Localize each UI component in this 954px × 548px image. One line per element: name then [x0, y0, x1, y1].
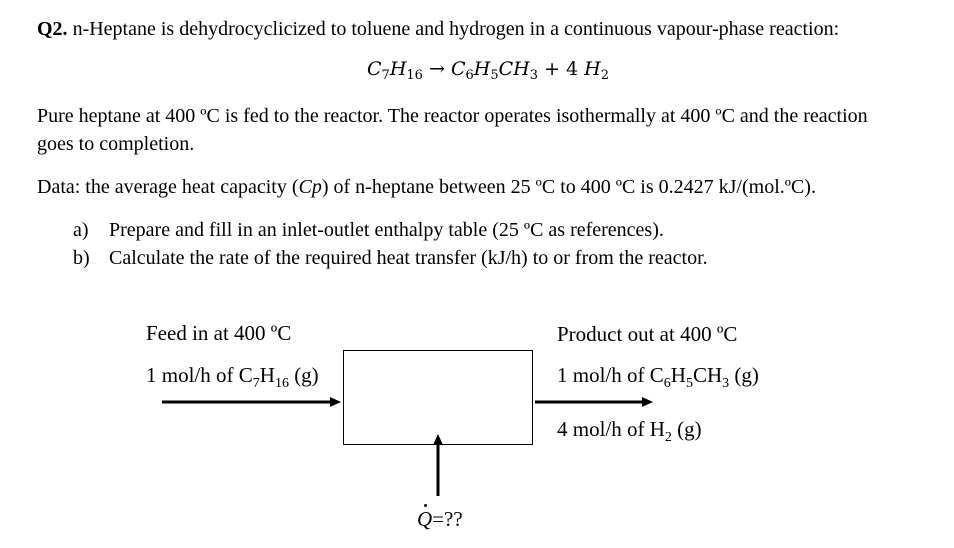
- product-flow1-phase: (g): [729, 363, 759, 387]
- product-flow2-prefix: 4 mol/h of H: [557, 417, 665, 441]
- question-intro: n-Heptane is dehydrocyclicized to toluene and hydrogen in a continuous vapour-phase reaction:: [67, 18, 840, 40]
- product-flow1-sub2: 5: [685, 376, 693, 391]
- product-arrowhead: [642, 397, 653, 407]
- product-label: Product out at 400 ºC: [557, 322, 738, 346]
- paragraph-line-1: Pure heptane at 400 ºC is fed to the reactor. The reactor operates isothermally at 400 ºC and the reaction: [37, 105, 868, 127]
- feed-flow-sub1: 7: [252, 376, 260, 391]
- eq-product1-sub3: 3: [529, 68, 539, 83]
- feed-flow-prefix: 1 mol/h of C: [146, 363, 253, 387]
- eq-reactant-h: H: [389, 58, 407, 80]
- heat-value: =??: [432, 507, 463, 531]
- product-flow2-sub: 2: [664, 430, 672, 445]
- data-suffix: ) of n-heptane between 25 ºC to 400 ºC is 0.2427 kJ/(mol.ºC).: [321, 176, 816, 198]
- eq-product1-sub1: 6: [465, 68, 474, 83]
- eq-product2-h: H: [584, 58, 601, 80]
- task-a-marker: a): [73, 219, 89, 241]
- data-prefix: Data: the average heat capacity (: [37, 176, 299, 198]
- data-cp: Cp: [298, 176, 322, 198]
- question-label: Q2.: [37, 18, 68, 40]
- eq-reactant-sub1: 7: [381, 68, 390, 83]
- feed-arrowhead: [330, 397, 341, 407]
- eq-product1-h: H: [473, 58, 491, 80]
- eq-coef: 4: [566, 58, 585, 80]
- task-b-marker: b): [73, 247, 90, 269]
- eq-reactant-sub2: 16: [406, 68, 423, 83]
- product-flow1-h: H: [670, 363, 686, 387]
- eq-product1-sub2: 5: [490, 68, 499, 83]
- feed-flow-phase: (g): [288, 363, 319, 387]
- heat-symbol: Q: [417, 507, 433, 531]
- eq-product1-c: C: [450, 58, 466, 80]
- eq-plus: +: [538, 58, 567, 80]
- product-flow1-ch: CH: [692, 363, 723, 387]
- product-flow2-phase: (g): [671, 417, 702, 441]
- eq-arrow: →: [422, 58, 451, 80]
- feed-flow-sub2: 16: [274, 376, 289, 391]
- eq-product2-sub: 2: [600, 68, 610, 83]
- paragraph-line-2: goes to completion.: [37, 133, 195, 155]
- eq-product1-ch: CH: [498, 58, 530, 80]
- product-flow1-sub3: 3: [722, 376, 730, 391]
- feed-flow-h: H: [259, 363, 275, 387]
- product-flow1-prefix: 1 mol/h of C: [557, 363, 664, 387]
- task-b-text: Calculate the rate of the required heat transfer (kJ/h) to or from the reactor.: [109, 247, 708, 269]
- task-a-text: Prepare and fill in an inlet-outlet enthalpy table (25 ºC as references).: [109, 219, 664, 241]
- feed-label: Feed in at 400 ºC: [146, 321, 292, 345]
- heat-label: [417, 506, 463, 532]
- eq-reactant-c: C: [367, 58, 382, 80]
- product-flow1-sub1: 6: [663, 376, 671, 391]
- heat-arrowhead: [433, 434, 443, 445]
